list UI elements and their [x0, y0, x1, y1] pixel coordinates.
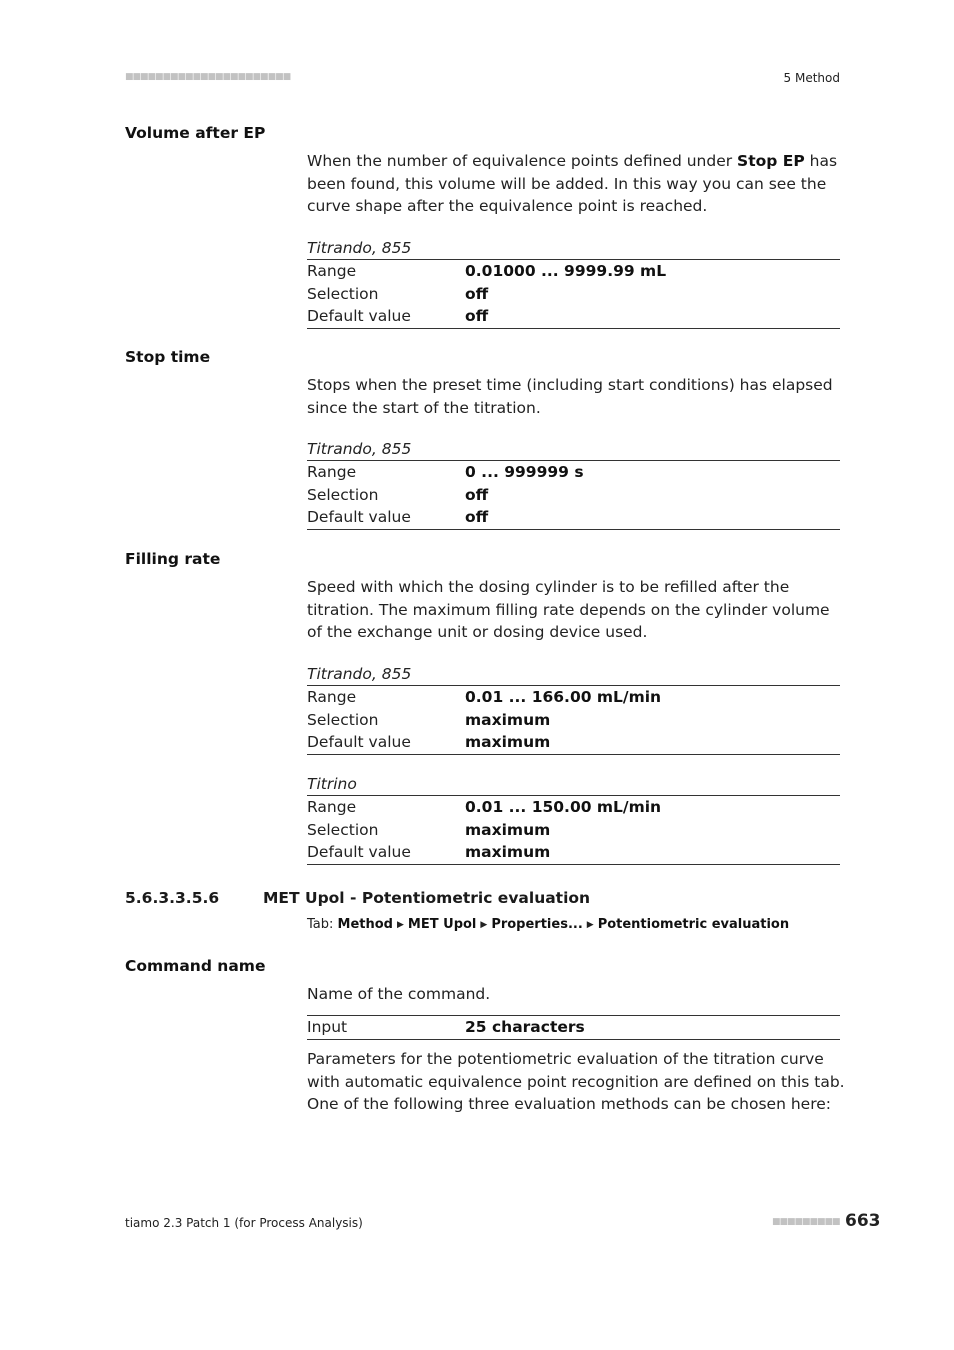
row-key: Input	[307, 1018, 348, 1036]
row-value: maximum	[465, 843, 551, 861]
triangle-right-icon: ▶	[586, 920, 594, 930]
subsection-title: MET Upol - Potentiometric evaluation	[263, 889, 591, 907]
footer-product-name: tiamo 2.3 Patch 1 (for Process Analysis)	[125, 1216, 363, 1230]
table-row	[307, 461, 840, 484]
command-name-description: Name of the command.	[307, 985, 491, 1003]
table-row	[307, 819, 840, 842]
table-row	[307, 283, 840, 306]
subsection-number: 5.6.3.3.5.6	[125, 889, 220, 907]
table-caption: Titrando, 855	[307, 438, 840, 461]
row-value: maximum	[465, 710, 551, 729]
row-key: Default value	[307, 508, 411, 526]
table-row	[307, 1016, 840, 1039]
triangle-right-icon: ▶	[397, 920, 404, 930]
row-value: off	[465, 284, 489, 303]
row-value: maximum	[465, 733, 551, 751]
breadcrumb-item: Properties...	[491, 917, 583, 932]
row-value: 0.01000 ... 9999.99 mL	[465, 262, 667, 280]
row-key: Default value	[307, 733, 411, 751]
row-key: Range	[307, 798, 357, 816]
row-value: 0.01 ... 166.00 mL/min	[465, 688, 662, 706]
row-value: off	[465, 307, 489, 325]
table-caption: Titrando, 855	[307, 237, 840, 260]
text-run: When the number of equivalence points defined under	[307, 152, 738, 170]
table-row	[307, 841, 840, 864]
page-number: 663	[845, 1211, 881, 1231]
table-row	[307, 506, 840, 529]
volume-after-ep-description	[307, 150, 847, 218]
table-row	[307, 731, 840, 754]
breadcrumb-item: Method	[337, 917, 393, 932]
header-section-label: 5 Method	[783, 71, 840, 85]
row-key: Range	[307, 463, 357, 481]
parameter-table-filling-rate-titrando	[307, 663, 840, 755]
table-row	[307, 796, 840, 819]
section-title-filling-rate: Filling rate	[125, 550, 221, 568]
row-key: Selection	[307, 710, 379, 729]
table-row	[307, 709, 840, 732]
triangle-right-icon: ▶	[480, 920, 488, 930]
stop-time-description: Stops when the preset time (including start conditions) has elapsed since the start of the titration.	[307, 376, 833, 417]
row-value: off	[465, 485, 489, 504]
table-row	[307, 305, 840, 328]
section-title-stop-time: Stop time	[125, 348, 211, 366]
row-key: Range	[307, 688, 357, 706]
parameter-table-filling-rate-titrino	[307, 773, 840, 865]
table-row	[307, 484, 840, 507]
table-row	[307, 260, 840, 283]
text-run: has been found, this volume will be added. In this way you can see the curve shape after the equivalence point is reached.	[307, 152, 838, 216]
row-value: maximum	[465, 820, 551, 839]
breadcrumb-item: Potentiometric evaluation	[597, 917, 790, 932]
evaluation-description: Parameters for the potentiometric evaluation of the titration curve with automatic equivalence point recognition are defined on this tab. One of the following three evaluation methods can be chosen here:	[307, 1050, 845, 1114]
row-key: Selection	[307, 284, 379, 303]
filling-rate-description: Speed with which the dosing cylinder is to be refilled after the titration. The maximum filling rate depends on the cylinder volume of the exchange unit or dosing device used.	[307, 578, 830, 642]
breadcrumb-item: MET Upol	[407, 917, 477, 932]
parameter-table-stop-time	[307, 438, 840, 530]
bold-term-stop-ep: Stop EP	[737, 152, 805, 170]
row-key: Range	[307, 262, 357, 280]
row-value: 0.01 ... 150.00 mL/min	[465, 798, 662, 816]
tab-path-prefix: Tab:	[307, 917, 338, 932]
row-key: Selection	[307, 820, 379, 839]
row-key: Default value	[307, 307, 411, 325]
row-key: Default value	[307, 843, 411, 861]
row-key: Selection	[307, 485, 379, 504]
row-value: off	[465, 508, 489, 526]
table-caption: Titrando, 855	[307, 663, 840, 686]
section-title-command-name: Command name	[125, 957, 266, 975]
table-caption: Titrino	[307, 773, 840, 796]
table-row	[307, 686, 840, 709]
row-value: 25 characters	[465, 1018, 585, 1036]
parameter-table-volume-after-ep	[307, 237, 840, 329]
row-value: 0 ... 999999 s	[465, 463, 584, 481]
tab-path-breadcrumb	[307, 917, 789, 932]
footer-decoration: ■■■■■■■■■	[772, 1217, 840, 1227]
header-decoration: ■■■■■■■■■■■■■■■■■■■■■■	[125, 72, 291, 82]
parameter-table-command-name	[307, 1015, 840, 1040]
section-title-volume-after-ep: Volume after EP	[125, 124, 266, 142]
